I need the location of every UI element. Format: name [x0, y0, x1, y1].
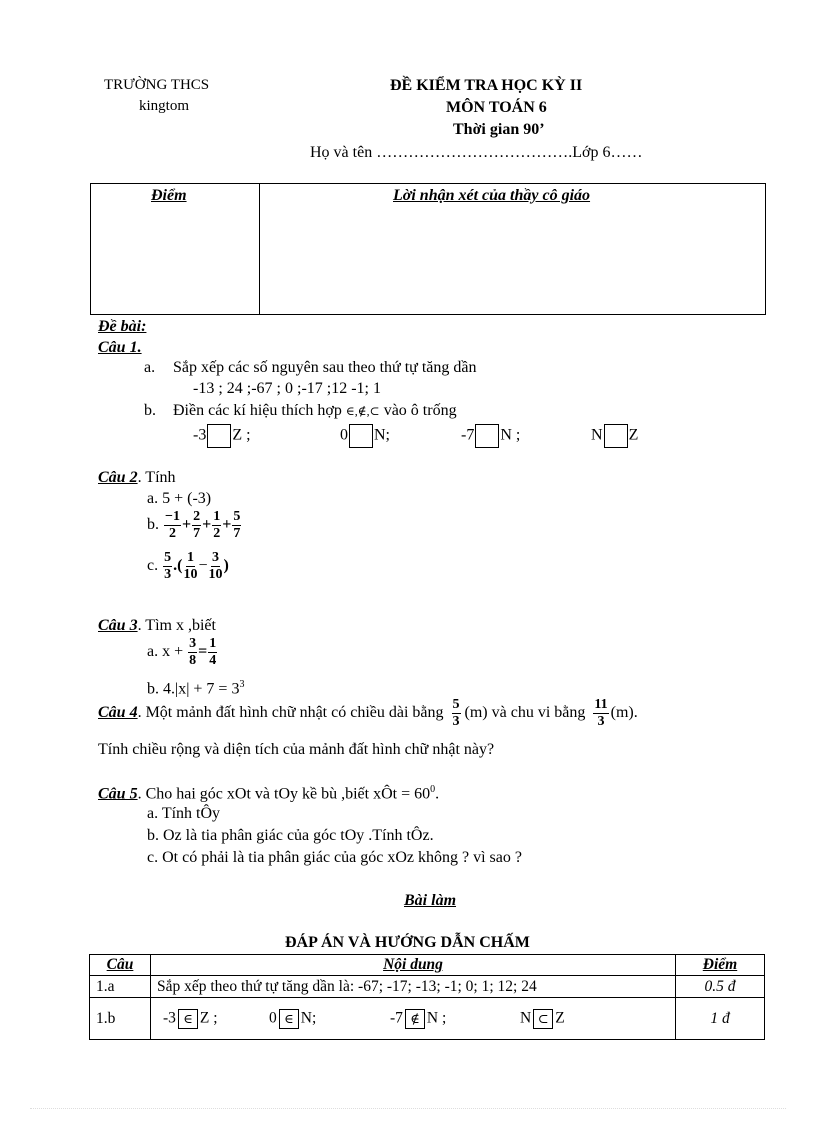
- answer-table-header: [90, 955, 765, 976]
- answer-table: [89, 954, 765, 1040]
- question-4-label: Câu 4: [98, 704, 138, 722]
- answer-item-2: 0 ∈ N;: [269, 1009, 316, 1029]
- q1b-item-3: -7 N ;: [461, 424, 520, 448]
- header-cau: Câu: [90, 955, 151, 976]
- q3a: a. x + $\frac{3}{8}$ = $\frac{1}{4}$: [147, 636, 217, 668]
- school-name: TRƯỜNG THCS: [104, 77, 210, 93]
- table-row: [90, 976, 765, 998]
- row-score: 0.5 đ: [676, 976, 765, 998]
- question-3: Câu 3. Tìm x ,biết: [98, 617, 216, 634]
- exam-title: ĐỀ KIỂM TRA HỌC KỲ II: [390, 77, 583, 94]
- answer-item-4: N ⊂ Z: [520, 1009, 565, 1029]
- question-1-label: Câu 1.: [98, 339, 142, 356]
- q5a: a. Tính tÔy: [147, 805, 221, 822]
- grade-box: [90, 183, 766, 315]
- question-5: Câu 5. Cho hai góc xOt và tOy kề bù ,biết xÔt = $60^0$.: [98, 784, 440, 803]
- exam-subject: MÔN TOÁN 6: [446, 99, 547, 116]
- answer-section-heading: Bài làm: [404, 892, 457, 909]
- q1a-marker: a.: [144, 359, 156, 376]
- q4-line2: Tính chiều rộng và diện tích của mảnh đất hình chữ nhật này?: [98, 741, 495, 758]
- q1b-item-2: 0 N;: [340, 424, 390, 448]
- q1b-item-1: -3 Z ;: [193, 424, 251, 448]
- answer-item-1: -3 ∈ Z ;: [163, 1009, 218, 1029]
- answer-key-title: ĐÁP ÁN VÀ HƯỚNG DẪN CHẤM: [285, 934, 530, 951]
- q3b: b. $4.|x| + 7 = 3^3$: [147, 679, 245, 698]
- q2a: a. 5 + (-3): [147, 490, 212, 507]
- comment-header: Lời nhận xét của thầy cô giáo: [393, 187, 591, 204]
- question-4: Câu 4. Một mảnh đất hình chữ nhật có chiều dài bằng $\frac{5}{3}$ (m) và chu vi bằng $\frac{11}{3}$ (m).: [98, 697, 638, 729]
- question-5-label: Câu 5: [98, 785, 138, 803]
- exam-time: Thời gian 90’: [453, 121, 545, 138]
- header-noi-dung: Nội dung: [151, 955, 676, 976]
- row-score: 1 đ: [676, 998, 765, 1040]
- answer-box[interactable]: [349, 424, 373, 448]
- q1b-text: Điền các kí hiệu thích hợp ∈,∉,⊂ vào ô trống: [173, 402, 457, 419]
- q2c: c. $\frac{5}{3}$ .( $\frac{1}{10}$ − $\frac{3}{10}$ ): [147, 550, 229, 582]
- score-header: Điểm: [151, 187, 187, 204]
- q1b-marker: b.: [144, 402, 156, 419]
- q1a-number-list: -13 ; 24 ;-67 ; 0 ;-17 ;12 -1; 1: [193, 380, 381, 397]
- row-content: [151, 998, 676, 1040]
- header-diem: Điểm: [676, 955, 765, 976]
- student-name-line: Họ và tên ……………………………….Lớp 6……: [310, 144, 643, 161]
- row-content: Sắp xếp theo thứ tự tăng dần là: -67; -17; -13; -1; 0; 1; 12; 24: [151, 976, 676, 998]
- answer-box[interactable]: [475, 424, 499, 448]
- q5b: b. Oz là tia phân giác của góc tOy .Tính tÔz.: [147, 827, 434, 844]
- question-2-label: Câu 2: [98, 469, 138, 486]
- row-cau: 1.b: [90, 998, 151, 1040]
- symbol-list: ∈,∉,⊂: [345, 404, 380, 418]
- row-cau: 1.a: [90, 976, 151, 998]
- q1a-text: Sắp xếp các số nguyên sau theo thứ tự tăng dần: [173, 359, 477, 376]
- question-3-label: Câu 3: [98, 617, 138, 634]
- question-2: Câu 2. Tính: [98, 469, 176, 486]
- grade-box-divider: [259, 184, 260, 314]
- q5c: c. Ot có phải là tia phân giác của góc xOz không ? vì sao ?: [147, 849, 522, 866]
- answer-box[interactable]: [207, 424, 231, 448]
- q2b: b. $\frac{-1}{2}$ + $\frac{2}{7}$ + $\frac{1}{2}$ + $\frac{5}{7}$: [147, 509, 241, 541]
- school-location: kingtom: [139, 98, 190, 114]
- answer-box[interactable]: [604, 424, 628, 448]
- page-footer-dots: [30, 1108, 786, 1109]
- answer-item-3: -7 ∉ N ;: [390, 1009, 446, 1029]
- q1b-item-4: N Z: [591, 424, 638, 448]
- problems-heading: Đề bài:: [98, 318, 147, 335]
- table-row: [90, 998, 765, 1040]
